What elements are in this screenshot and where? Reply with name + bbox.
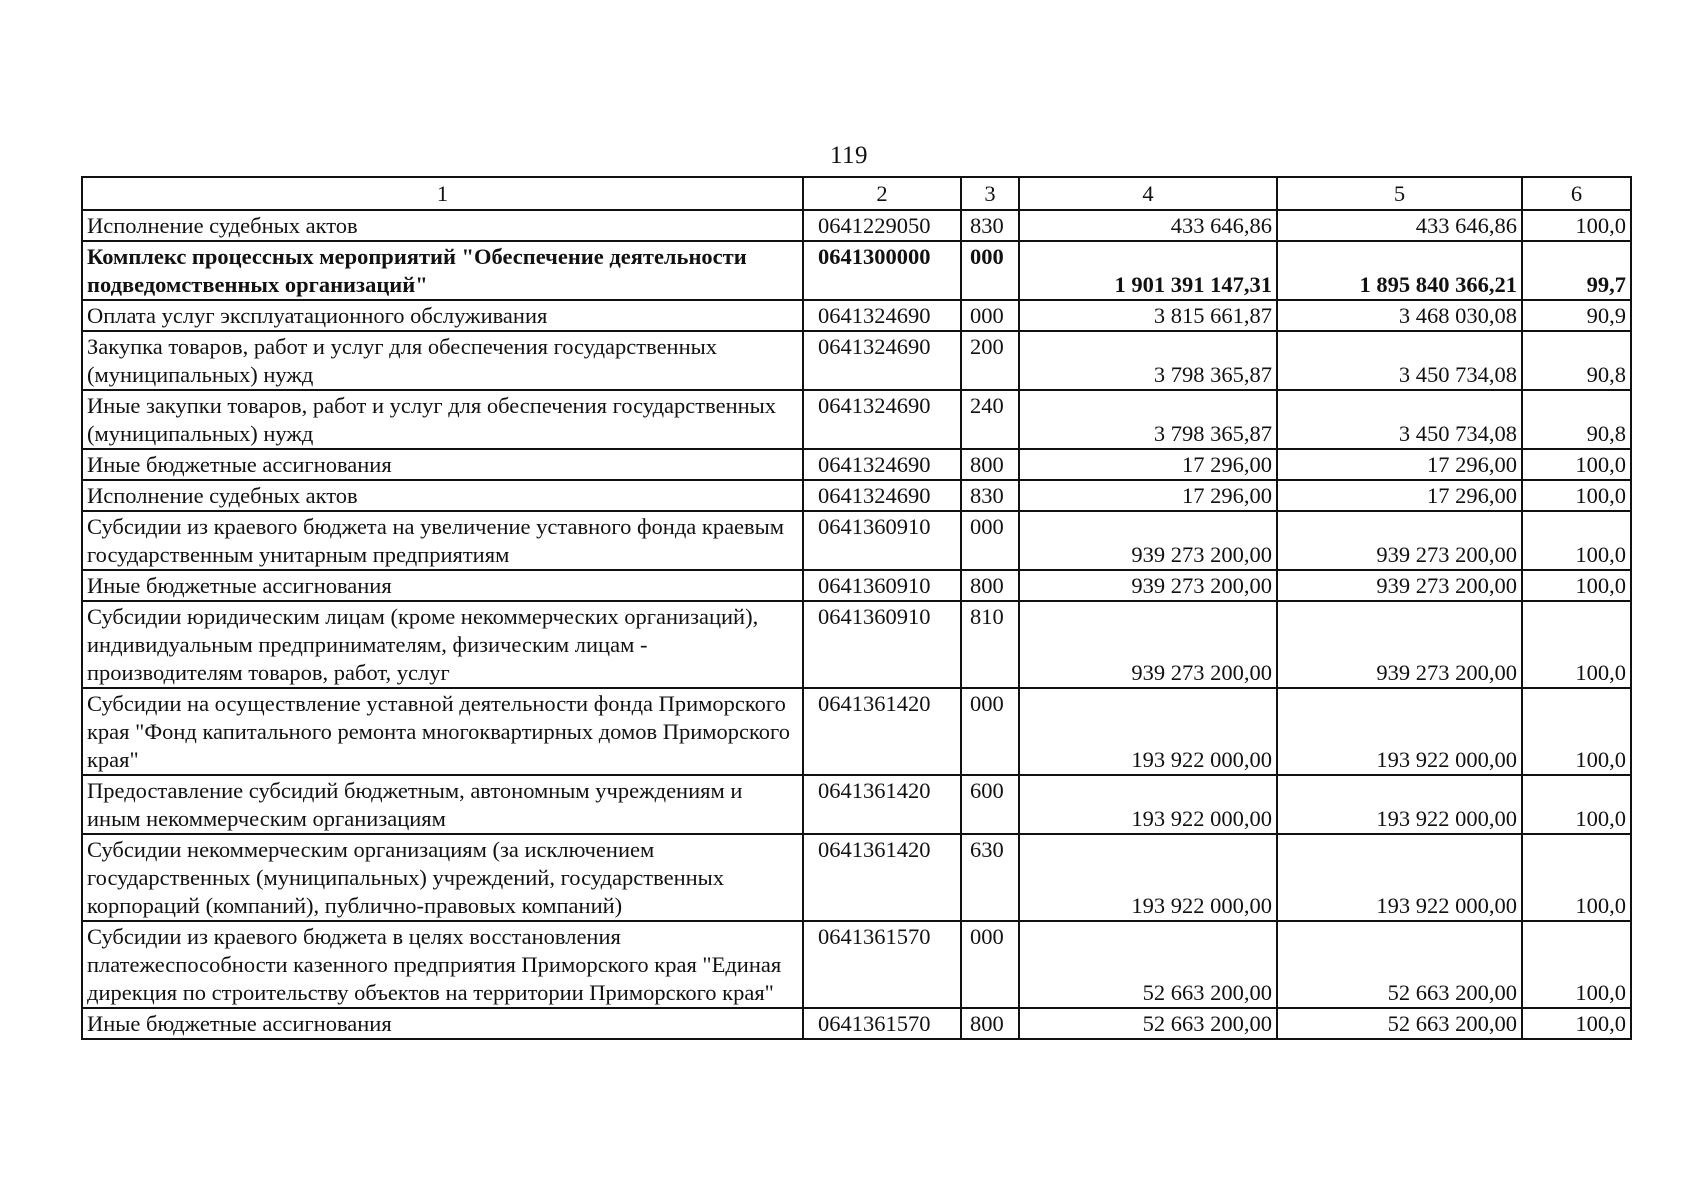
executed-amount: 193 922 000,00 (1277, 688, 1522, 775)
table-row (82, 834, 1631, 921)
table-row (82, 570, 1631, 601)
target-code: 0641361420 (803, 775, 961, 834)
execution-percent: 100,0 (1522, 1008, 1631, 1039)
planned-amount: 193 922 000,00 (1019, 688, 1277, 775)
executed-amount: 939 273 200,00 (1277, 601, 1522, 688)
column-number: 2 (803, 177, 961, 210)
planned-amount: 433 646,86 (1019, 210, 1277, 241)
expense-kind: 830 (961, 480, 1019, 511)
execution-percent: 100,0 (1522, 511, 1631, 570)
planned-amount: 17 296,00 (1019, 449, 1277, 480)
execution-percent: 100,0 (1522, 570, 1631, 601)
planned-amount: 52 663 200,00 (1019, 921, 1277, 1008)
executed-amount: 3 468 030,08 (1277, 300, 1522, 331)
executed-amount: 52 663 200,00 (1277, 921, 1522, 1008)
item-name: Закупка товаров, работ и услуг для обеспечения государственных (муниципальных) нужд (82, 331, 803, 390)
expense-kind: 800 (961, 449, 1019, 480)
executed-amount: 939 273 200,00 (1277, 511, 1522, 570)
executed-amount: 433 646,86 (1277, 210, 1522, 241)
execution-percent: 99,7 (1522, 241, 1631, 300)
expense-kind: 600 (961, 775, 1019, 834)
target-code: 0641360910 (803, 601, 961, 688)
table-row (82, 390, 1631, 449)
table-row (82, 331, 1631, 390)
column-number: 4 (1019, 177, 1277, 210)
table-row (82, 300, 1631, 331)
item-name: Исполнение судебных актов (82, 480, 803, 511)
target-code: 0641361420 (803, 688, 961, 775)
column-number: 5 (1277, 177, 1522, 210)
item-name: Предоставление субсидий бюджетным, автономным учреждениям и иным некоммерческим организациям (82, 775, 803, 834)
expense-kind: 000 (961, 241, 1019, 300)
item-name: Исполнение судебных актов (82, 210, 803, 241)
planned-amount: 939 273 200,00 (1019, 601, 1277, 688)
table-row (82, 1008, 1631, 1039)
execution-percent: 100,0 (1522, 601, 1631, 688)
item-name: Иные бюджетные ассигнования (82, 449, 803, 480)
planned-amount: 193 922 000,00 (1019, 775, 1277, 834)
item-name: Субсидии юридическим лицам (кроме некоммерческих организаций), индивидуальным предпринимателям, физическим лицам - производителям товаров, работ, услуг (82, 601, 803, 688)
table-row (82, 921, 1631, 1008)
target-code: 0641361570 (803, 1008, 961, 1039)
execution-percent: 100,0 (1522, 921, 1631, 1008)
expense-kind: 000 (961, 300, 1019, 331)
execution-percent: 100,0 (1522, 834, 1631, 921)
target-code: 0641324690 (803, 390, 961, 449)
item-name: Субсидии на осуществление уставной деятельности фонда Приморского края "Фонд капитального ремонта многоквартирных домов Приморского края" (82, 688, 803, 775)
target-code: 0641300000 (803, 241, 961, 300)
expense-kind: 800 (961, 1008, 1019, 1039)
column-number: 1 (82, 177, 803, 210)
target-code: 0641229050 (803, 210, 961, 241)
planned-amount: 3 798 365,87 (1019, 331, 1277, 390)
column-number: 6 (1522, 177, 1631, 210)
executed-amount: 52 663 200,00 (1277, 1008, 1522, 1039)
target-code: 0641324690 (803, 331, 961, 390)
executed-amount: 17 296,00 (1277, 480, 1522, 511)
execution-percent: 100,0 (1522, 480, 1631, 511)
expense-kind: 630 (961, 834, 1019, 921)
execution-percent: 100,0 (1522, 210, 1631, 241)
item-name: Иные закупки товаров, работ и услуг для обеспечения государственных (муниципальных) нужд (82, 390, 803, 449)
item-name: Иные бюджетные ассигнования (82, 570, 803, 601)
item-name: Иные бюджетные ассигнования (82, 1008, 803, 1039)
execution-percent: 90,8 (1522, 331, 1631, 390)
item-name: Субсидии из краевого бюджета в целях восстановления платежеспособности казенного предприятия Приморского края "Единая дирекция по строительству объектов на территории Приморского края" (82, 921, 803, 1008)
table-row (82, 241, 1631, 300)
expense-kind: 000 (961, 921, 1019, 1008)
planned-amount: 939 273 200,00 (1019, 511, 1277, 570)
table-row (82, 601, 1631, 688)
target-code: 0641324690 (803, 300, 961, 331)
planned-amount: 193 922 000,00 (1019, 834, 1277, 921)
execution-percent: 100,0 (1522, 688, 1631, 775)
expense-kind: 830 (961, 210, 1019, 241)
table-row (82, 449, 1631, 480)
executed-amount: 193 922 000,00 (1277, 834, 1522, 921)
table-row (82, 511, 1631, 570)
planned-amount: 939 273 200,00 (1019, 570, 1277, 601)
table-row (82, 775, 1631, 834)
executed-amount: 3 450 734,08 (1277, 331, 1522, 390)
expense-kind: 800 (961, 570, 1019, 601)
planned-amount: 1 901 391 147,31 (1019, 241, 1277, 300)
planned-amount: 3 798 365,87 (1019, 390, 1277, 449)
target-code: 0641360910 (803, 511, 961, 570)
execution-percent: 100,0 (1522, 775, 1631, 834)
expense-kind: 810 (961, 601, 1019, 688)
table-row (82, 480, 1631, 511)
table-row (82, 210, 1631, 241)
target-code: 0641324690 (803, 449, 961, 480)
expense-kind: 000 (961, 688, 1019, 775)
item-name: Субсидии из краевого бюджета на увеличение уставного фонда краевым государственным унитарным предприятиям (82, 511, 803, 570)
executed-amount: 1 895 840 366,21 (1277, 241, 1522, 300)
item-name: Комплекс процессных мероприятий "Обеспечение деятельности подведомственных организаций" (82, 241, 803, 300)
target-code: 0641324690 (803, 480, 961, 511)
table-row (82, 688, 1631, 775)
planned-amount: 52 663 200,00 (1019, 1008, 1277, 1039)
expense-kind: 240 (961, 390, 1019, 449)
planned-amount: 3 815 661,87 (1019, 300, 1277, 331)
column-number-row (82, 177, 1631, 210)
target-code: 0641360910 (803, 570, 961, 601)
executed-amount: 17 296,00 (1277, 449, 1522, 480)
table-body (82, 210, 1631, 1039)
planned-amount: 17 296,00 (1019, 480, 1277, 511)
target-code: 0641361570 (803, 921, 961, 1008)
execution-percent: 90,8 (1522, 390, 1631, 449)
expense-kind: 000 (961, 511, 1019, 570)
executed-amount: 3 450 734,08 (1277, 390, 1522, 449)
executed-amount: 939 273 200,00 (1277, 570, 1522, 601)
page-number: 119 (829, 142, 869, 169)
execution-percent: 100,0 (1522, 449, 1631, 480)
executed-amount: 193 922 000,00 (1277, 775, 1522, 834)
item-name: Субсидии некоммерческим организациям (за исключением государственных (муниципальных) учреждений, государственных корпораций (компаний), публично-правовых компаний) (82, 834, 803, 921)
execution-percent: 90,9 (1522, 300, 1631, 331)
target-code: 0641361420 (803, 834, 961, 921)
column-number: 3 (961, 177, 1019, 210)
budget-table (81, 176, 1632, 1040)
expense-kind: 200 (961, 331, 1019, 390)
item-name: Оплата услуг эксплуатационного обслуживания (82, 300, 803, 331)
